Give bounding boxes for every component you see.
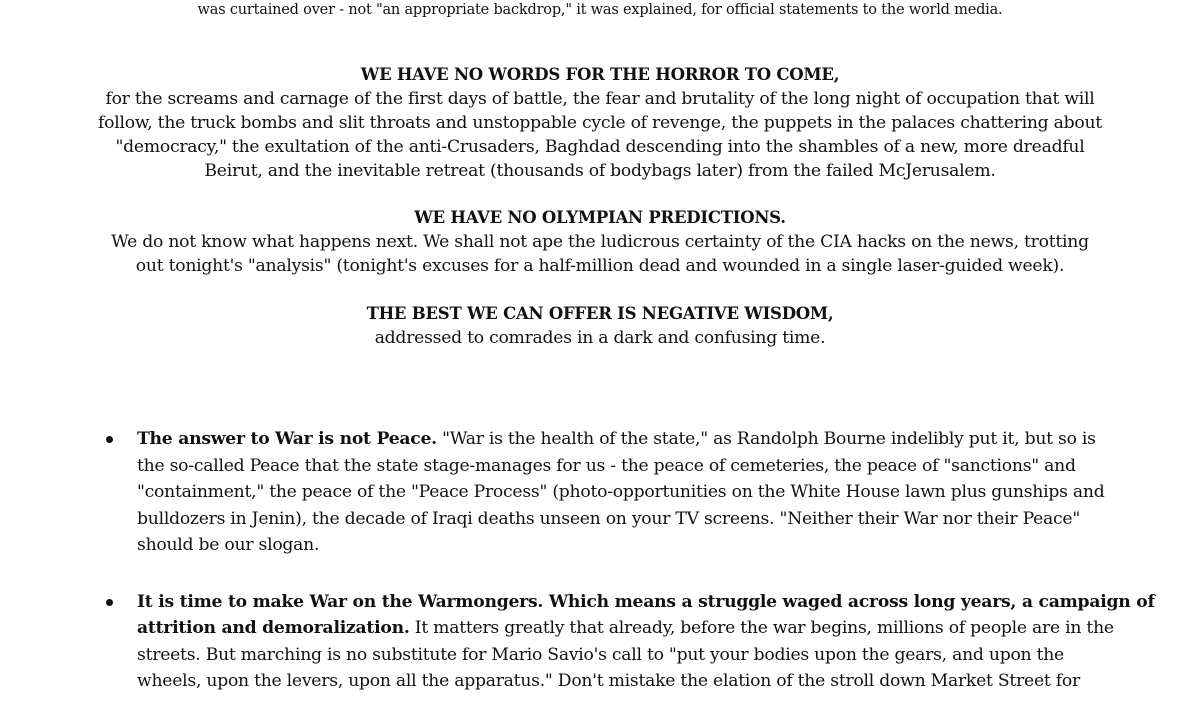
section-body-line: follow, the truck bombs and slit throats and unstoppable cycle of revenge, the puppets in the palaces chattering about (98, 113, 1102, 133)
bullet-line: wheels, upon the levers, upon all the apparatus." Don't mistake the elation of the stroll down Market Street for (137, 671, 1080, 691)
section-body-line: "democracy," the exultation of the anti-Crusaders, Baghdad descending into the shambles of a new, more dreadful (115, 137, 1085, 157)
bullet-line: streets. But marching is no substitute for Mario Savio's call to "put your bodies upon the gears, and upon the (137, 644, 1064, 665)
bullet-item-war-on-warmongers (0, 589, 1155, 695)
bullet-bold-lead: The answer to War is not Peace. (137, 429, 437, 449)
section-heading: WE HAVE NO OLYMPIAN PREDICTIONS. (414, 208, 786, 227)
section-heading: WE HAVE NO WORDS FOR THE HORROR TO COME, (360, 65, 840, 84)
section-body-line: We do not know what happens next. We shall not ape the ludicrous certainty of the CIA hacks on the news, trotting (111, 232, 1089, 252)
section-olympian (0, 206, 1200, 278)
bullet-line: "containment," the peace of the "Peace Process" (photo-opportunities on the White House lawn plus gunships and (137, 482, 1105, 502)
bullet-text: It matters greatly that already, before the war begins, millions of people are in the (409, 618, 1114, 638)
bullet-item-war-not-peace (0, 426, 1105, 559)
section-heading: THE BEST WE CAN OFFER IS NEGATIVE WISDOM, (366, 304, 834, 323)
section-horror (0, 63, 1200, 183)
bullet-bold-lead-continued: attrition and demoralization. (137, 618, 410, 638)
section-body-line: out tonight's "analysis" (tonight's excuses for a half-million dead and wounded in a single laser-guided week). (135, 256, 1065, 276)
section-body-line: addressed to comrades in a dark and confusing time. (374, 328, 826, 348)
bullet-line: the so-called Peace that the state stage-manages for us - the peace of cemeteries, the peace of "sanctions" and (137, 455, 1076, 476)
bullet-text: "War is the health of the state," as Randolph Bourne indelibly put it, but so is (436, 429, 1096, 449)
section-negative-wisdom (0, 302, 1200, 350)
bullet-bold-lead: It is time to make War on the Warmongers. Which means a struggle waged across long years, a campaign of (137, 591, 1155, 612)
section-body-line: for the screams and carnage of the first days of battle, the fear and brutality of the long night of occupation that will (105, 89, 1095, 109)
bullet-list (0, 426, 1200, 725)
bullet-line (137, 615, 1114, 642)
bullet-line: bulldozers in Jenin), the decade of Iraqi deaths unseen on your TV screens. "Neither their War nor their Peace" (137, 508, 1080, 529)
bullet-line (137, 426, 1096, 453)
bullet-icon (106, 599, 113, 606)
intro-paragraph-line: was curtained over - not "an appropriate backdrop," it was explained, for official statements to the world media. (197, 2, 1003, 18)
section-body-line: Beirut, and the inevitable retreat (thousands of bodybags later) from the failed McJerusalem. (204, 161, 996, 181)
bullet-line: should be our slogan. (137, 535, 320, 555)
bullet-icon (106, 436, 113, 443)
